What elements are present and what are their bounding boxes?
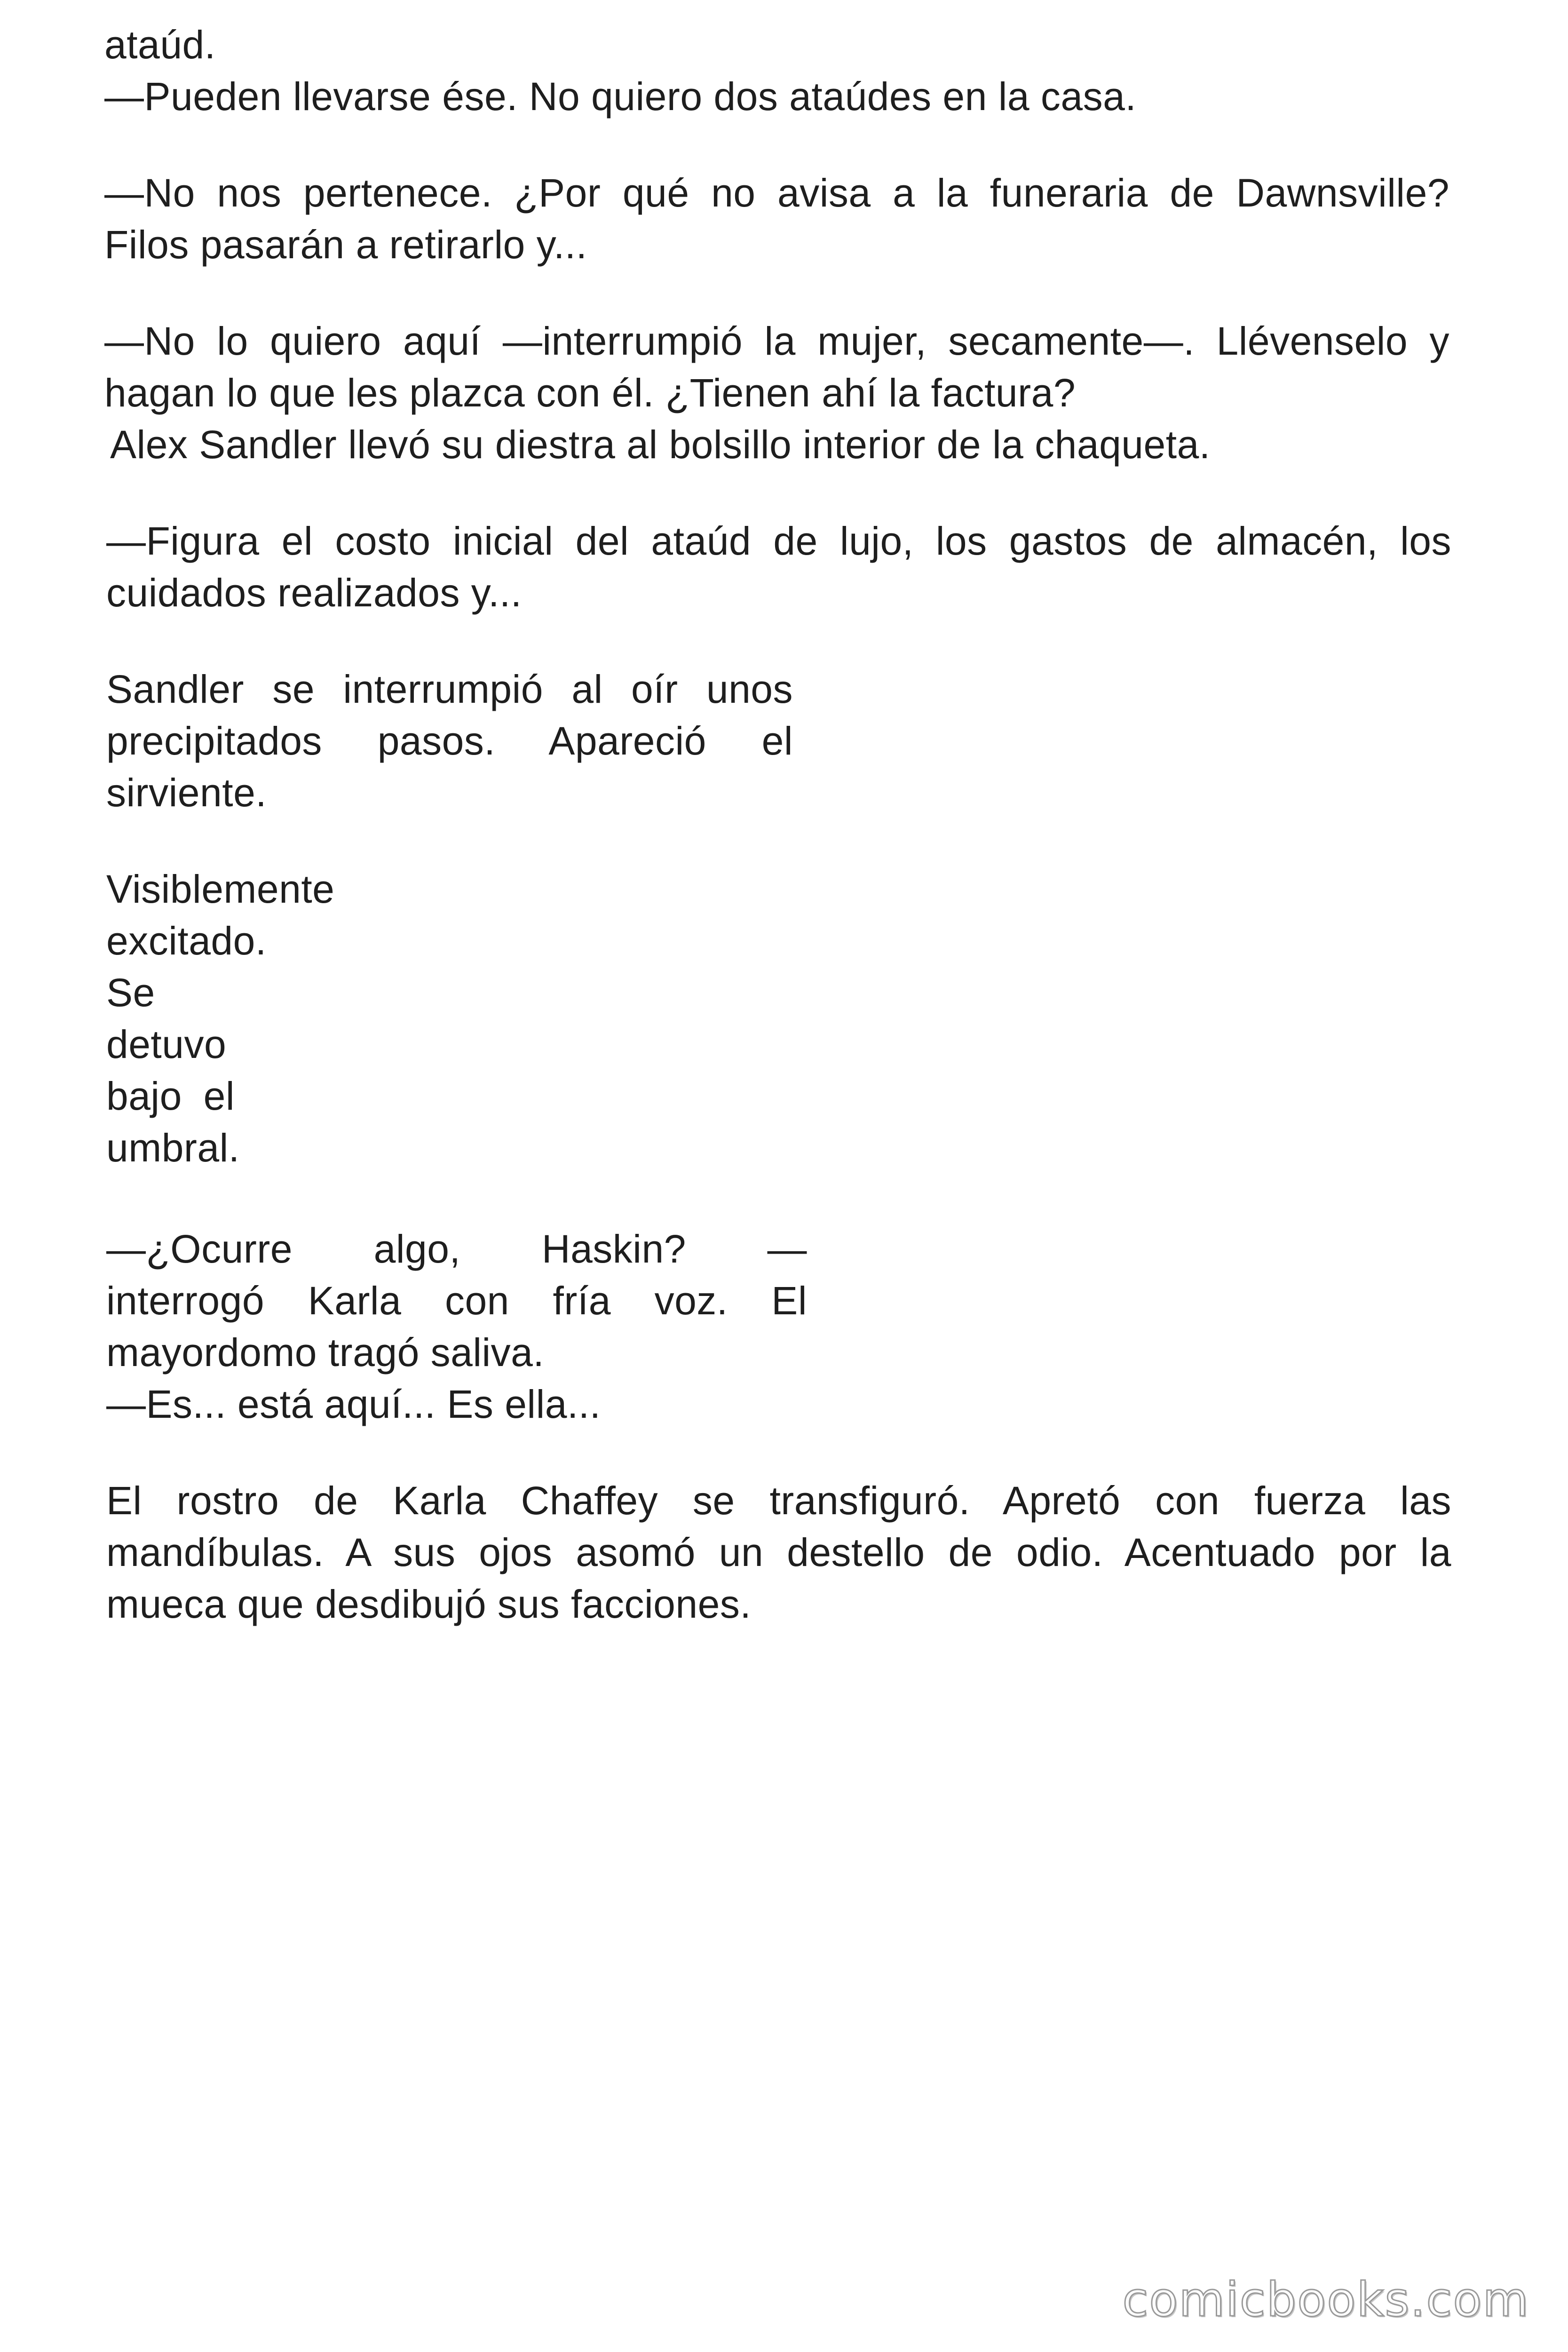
text-line: —Pueden llevarse ése. No quiero dos ataúdes en la casa. [104,74,1137,119]
text-line: interrogó Karla con fría voz. El [106,1279,807,1323]
paragraph-7 [106,1223,807,1430]
paragraph-3 [104,315,1449,470]
paragraph-2 [104,167,1449,270]
text-line: excitado. [106,919,267,963]
text-line: —No nos pertenece. ¿Por qué no avisa a la funeraria de Dawnsville? [104,171,1449,215]
paragraph-4 [106,515,1451,619]
text-line: umbral. [106,1126,240,1170]
text-line: Visiblemente [106,867,335,911]
text-line: —Figura el costo inicial del ataúd de lujo, los gastos de almacén, los [106,519,1451,563]
text-line: —¿Ocurre algo, Haskin? — [106,1227,807,1271]
text-line: —No lo quiero aquí —interrumpió la mujer, secamente—. Llévenselo y [104,319,1449,363]
text-line: mueca que desdibujó sus facciones. [106,1582,752,1626]
paragraph-6 [106,863,370,1174]
text-line: Filos pasarán a retirarlo y... [104,222,587,267]
watermark-logo: comicbooks.com [1122,2272,1529,2327]
text-line: mandíbulas. A sus ojos asomó un destello de odio. Acentuado por la [106,1530,1451,1574]
text-line: precipitados pasos. Apareció el [106,719,793,763]
text-line: mayordomo tragó saliva. [106,1330,545,1375]
text-line: hagan lo que les plazca con él. ¿Tienen ahí la factura? [104,371,1076,415]
text-line: Se [106,970,155,1015]
paragraph-5 [106,663,793,818]
paragraph-8 [106,1475,1451,1630]
text-line: detuvo [106,1022,227,1066]
text-line: cuidados realizados y... [106,571,522,615]
text-line: sirviente. [106,771,267,815]
text-line: ataúd. [104,23,216,67]
text-line: —Es... está aquí... Es ella... [106,1382,601,1426]
paragraph-1 [104,19,1449,122]
text-line: Alex Sandler llevó su diestra al bolsillo interior de la chaqueta. [110,422,1211,467]
text-line: El rostro de Karla Chaffey se transfiguró. Apretó con fuerza las [106,1478,1451,1523]
text-line: Sandler se interrumpió al oír unos [106,667,793,711]
text-line: bajo el [106,1074,235,1118]
